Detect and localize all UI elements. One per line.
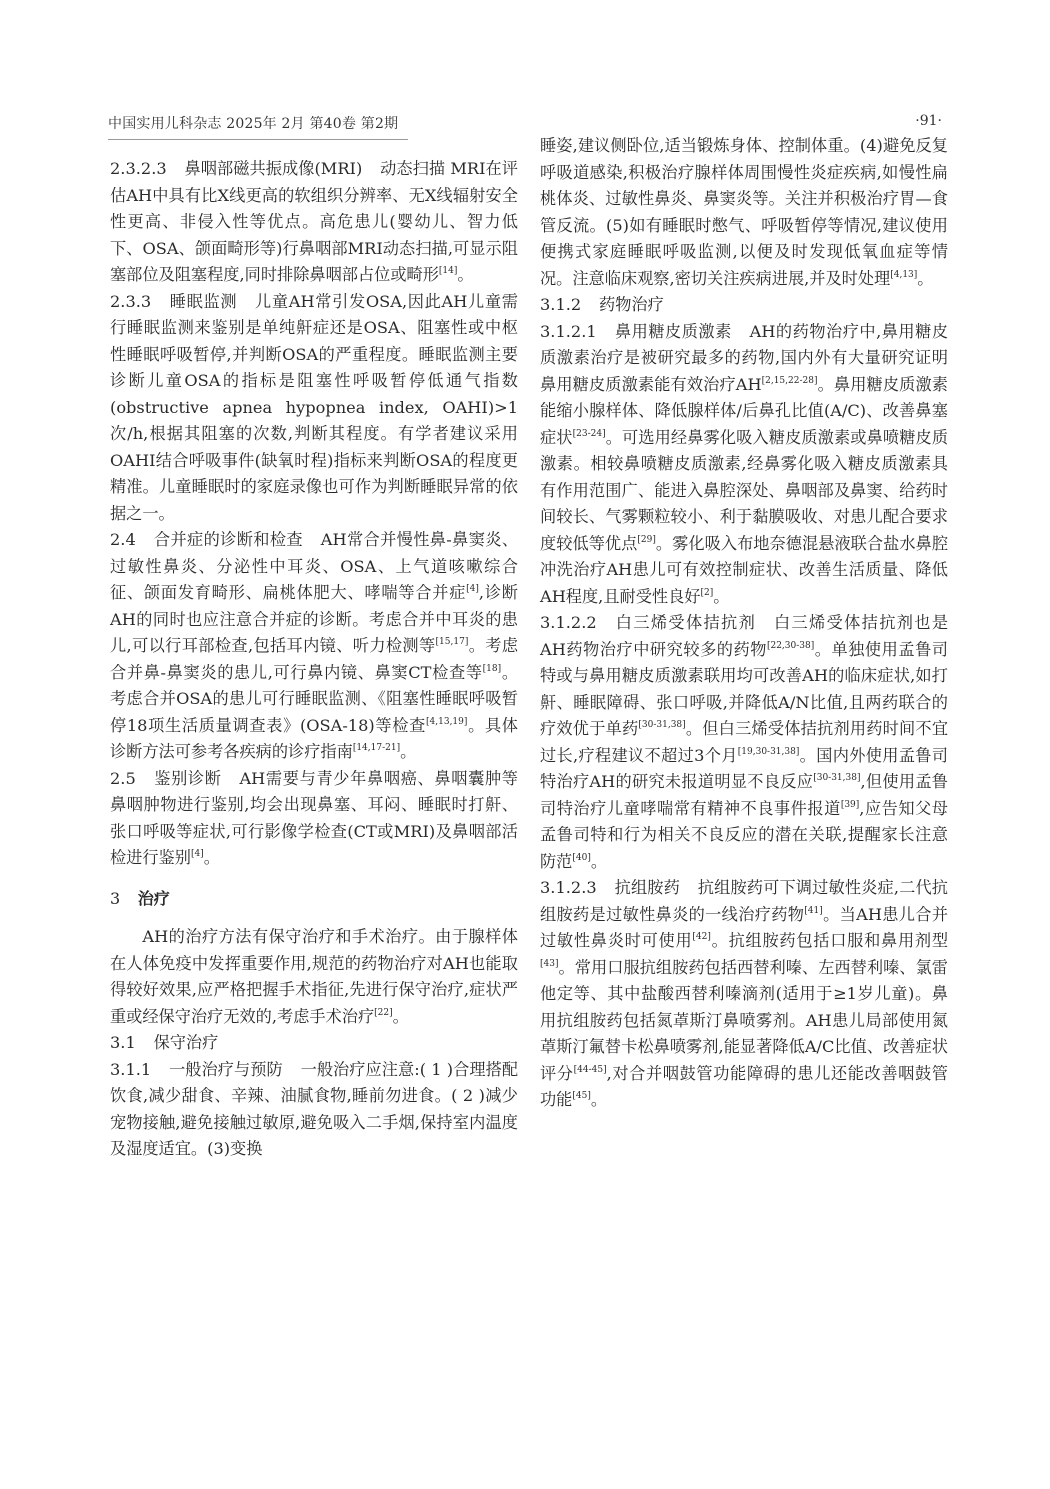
citation-ref: [42] bbox=[692, 932, 711, 942]
segment: 。当AH患儿合并过敏性鼻炎时可使用 bbox=[540, 904, 949, 950]
section-title: 药物治疗 bbox=[599, 295, 664, 314]
segment: 。 bbox=[713, 586, 730, 606]
section-title: 鼻用糖皮质激素 bbox=[614, 321, 732, 341]
segment: AH的药物治疗中,鼻用糖皮质激素治疗是被研究最多的药物,国内外有大量研究证明鼻用糖皮质激素能有效治疗AH bbox=[540, 321, 949, 394]
citation-ref: [44-45] bbox=[573, 1064, 607, 1075]
citation-ref: [40] bbox=[572, 852, 591, 863]
segment: ,诊断AH的同时也应注意合并症的诊断。考虑合并中耳炎的患儿,可以行耳部检查,包括耳内镜、听力检测等 bbox=[110, 583, 518, 655]
section-title: 保守治疗 bbox=[153, 1033, 219, 1052]
section-title: 鉴别诊断 bbox=[153, 768, 222, 788]
punct: 。 bbox=[917, 268, 934, 288]
section-3-1-1-continued bbox=[540, 133, 948, 292]
section-2-3-3 bbox=[110, 289, 518, 528]
citation-ref: [4,13,19] bbox=[426, 716, 468, 727]
section-number: 3.1.2 bbox=[540, 295, 582, 314]
citation-ref: [30-31,38] bbox=[638, 720, 686, 730]
punct: 。 bbox=[392, 1006, 409, 1026]
section-number: 2.3.3 bbox=[110, 291, 152, 311]
segment: 。 bbox=[590, 1090, 608, 1109]
punct: 。 bbox=[457, 265, 474, 284]
section-number: 3.1 bbox=[110, 1033, 136, 1052]
section-number: 2.3.2.3 bbox=[110, 159, 167, 178]
segment: 。考虑合并鼻-鼻窦炎的患儿,可行鼻内镜、鼻窦CT检查等 bbox=[110, 636, 519, 682]
citation-ref: [23-24] bbox=[572, 428, 606, 439]
segment: 。 bbox=[400, 742, 417, 761]
section-number: 3.1.2.3 bbox=[540, 878, 597, 897]
left-column bbox=[110, 156, 518, 1163]
segment: ,对合并咽鼓管功能障碍的患儿还能改善咽鼓管功能 bbox=[540, 1063, 948, 1109]
paragraph-text: 动态扫描 MRI在评估AH中具有比X线更高的软组织分辨率、无X线辐射安全性更高、非侵入性等优点。高危患儿(婴幼儿、智力低下、OSA、颌面畸形等)行鼻咽部MRI动态扫描,可显示阻塞部位及阻塞程度,同时排除鼻咽部占位或畸形 bbox=[110, 159, 518, 284]
citation-ref: [14] bbox=[438, 266, 458, 276]
citation-ref: [39] bbox=[840, 799, 860, 810]
segment: 。考虑合并OSA的患儿可行睡眠监测、《阻塞性睡眠呼吸暂停18项生活质量调查表》(OSA-18)等检查 bbox=[110, 662, 519, 735]
segment: 白三烯受体拮抗剂也是AH药物治疗中研究较多的药物 bbox=[540, 613, 949, 659]
citation-ref: [43] bbox=[540, 958, 559, 969]
section-number: 2.4 bbox=[110, 530, 136, 549]
citation-ref: [2,15,22-28] bbox=[761, 375, 818, 386]
section-3-heading bbox=[110, 886, 518, 913]
segment: 。具体诊断方法可参考各疾病的诊疗指南 bbox=[110, 715, 518, 761]
segment: ,应告知父母孟鲁司特和行为相关不良反应的潜在关联,提醒家长注意防范 bbox=[540, 798, 948, 871]
section-2-5 bbox=[110, 766, 518, 872]
citation-ref: [22] bbox=[374, 1007, 393, 1018]
citation-ref: [4,13] bbox=[890, 269, 918, 280]
section-3-1-2-heading bbox=[540, 292, 948, 319]
paragraph-text: 儿童AH常引发OSA,因此AH儿童需行睡眠监测来鉴别是单纯鼾症还是OSA、阻塞性或中枢性睡眠呼吸暂停,并判断OSA的严重程度。睡眠监测主要诊断儿童OSA的指标是阻塞性呼吸暂停低通气指数(obstructive apnea hypopnea index, OAHI)>1 次/h,根据其阻塞的次数,判断其程度。有学者建议采用OAHI结合呼吸事件(缺氧时程)指标来判断OSA的程度更精准。儿童睡眠时的家庭录像也可作为判断睡眠异常的依据之一。 bbox=[110, 291, 518, 523]
section-3-intro bbox=[110, 924, 518, 1030]
section-3-1-2-2 bbox=[540, 610, 948, 875]
journal-citation: 中国实用儿科杂志 2025年 2月 第40卷 第2期 bbox=[108, 116, 399, 132]
right-column bbox=[540, 133, 948, 1114]
paragraph-text: AH的治疗方法有保守治疗和手术治疗。由于腺样体在人体免疫中发挥重要作用,规范的药物治疗对AH也能取得较好效果,应严格把握手术指征,先进行保守治疗,症状严重或经保守治疗无效的,考虑手术治疗 bbox=[110, 927, 518, 1026]
section-3-1-heading bbox=[110, 1030, 518, 1057]
citation-ref: [4] bbox=[466, 584, 479, 594]
section-2-4 bbox=[110, 527, 518, 766]
section-title: 合并症的诊断和检查 bbox=[153, 530, 303, 549]
segment: ,但使用孟鲁司特治疗儿童哮喘常有精神不良事件报道 bbox=[540, 772, 948, 818]
citation-ref: [30-31,38] bbox=[813, 773, 861, 783]
citation-ref: [4] bbox=[190, 849, 204, 859]
segment: 。鼻用糖皮质激素能缩小腺样体、降低腺样体/后鼻孔比值(A/C)、改善鼻塞症状 bbox=[540, 374, 948, 447]
segment: 。但白三烯受体拮抗剂用药时间不宜过长,疗程建议不超过3个月 bbox=[540, 719, 949, 765]
citation-ref: [14,17-21] bbox=[352, 743, 401, 753]
section-2-3-2-3 bbox=[110, 156, 518, 289]
paragraph-text: 一般治疗应注意:( 1 )合理搭配饮食,减少甜食、辛辣、油腻食物,睡前勿进食。( 2 )减少宠物接触,避免接触过敏原,避免吸入二手烟,保持室内温度及湿度适宜。(3)变换 bbox=[110, 1059, 519, 1158]
section-3-1-1 bbox=[110, 1057, 518, 1163]
segment: 。雾化吸入布地奈德混悬液联合盐水鼻腔冲洗治疗AH患儿可有效控制症状、改善生活质量、降低AH程度,且耐受性良好 bbox=[540, 533, 949, 606]
segment: 。常用口服抗组胺药包括西替利嗪、左西替利嗪、氯雷他定等、其中盐酸西替利嗪滴剂(适用于≥1岁儿童)。鼻用抗组胺药包括氮䓬斯汀鼻喷雾剂。AH患儿局部使用氮䓬斯汀氟替卡松鼻喷雾剂,能显著降低A/C比值、改善症状评分 bbox=[540, 957, 948, 1083]
segment: 。 bbox=[590, 851, 608, 871]
segment: 。可选用经鼻雾化吸入糖皮质激素或鼻喷糖皮质激素。相较鼻喷糖皮质激素,经鼻雾化吸入糖皮质激素具有作用范围广、能进入鼻腔深处、鼻咽部及鼻窦、给药时间较长、气雾颗粒较小、利于黏膜吸收、对患儿配合要求度较低等优点 bbox=[540, 427, 949, 553]
section-3-1-2-1 bbox=[540, 319, 948, 611]
segment: 抗组胺药可下调过敏性炎症,二代抗组胺药是过敏性鼻炎的一线治疗药物 bbox=[540, 878, 948, 924]
segment: 。单独使用孟鲁司特或与鼻用糖皮质激素联用均可改善AH的临床症状,如打鼾、睡眠障碍、张口呼吸,并降低A/N比值,且两药联合的疗效优于单药 bbox=[540, 639, 948, 738]
paragraph-text: 睡姿,建议侧卧位,适当锻炼身体、控制体重。(4)避免反复呼吸道感染,积极治疗腺样体周围慢性炎症疾病,如慢性扁桃体炎、过敏性鼻炎、鼻窦炎等。关注并积极治疗胃—食管反流。(5)如有睡眠时憋气、呼吸暂停等情况,建议使用便携式家庭睡眠呼吸监测,以便及时发现低氧血症等情况。注意临床观察,密切关注疾病进展,并及时处理 bbox=[540, 136, 948, 288]
section-number: 2.5 bbox=[110, 768, 136, 788]
segment: 。国内外使用孟鲁司特治疗AH的研究未报道明显不良反应 bbox=[540, 745, 948, 791]
section-title: 抗组胺药 bbox=[614, 878, 680, 897]
section-number: 3 bbox=[110, 888, 121, 908]
citation-ref: [45] bbox=[572, 1091, 591, 1101]
paragraph-text: AH需要与青少年鼻咽癌、鼻咽囊肿等鼻咽肿物进行鉴别,均会出现鼻塞、耳闷、睡眠时打鼾、张口呼吸等症状,可行影像学检查(CT或MRI)及鼻咽部活检进行鉴别 bbox=[110, 768, 518, 867]
section-title: 白三烯受体拮抗剂 bbox=[614, 613, 757, 632]
header-rule bbox=[108, 139, 408, 140]
section-number: 3.1.2.1 bbox=[540, 321, 597, 341]
section-number: 3.1.1 bbox=[110, 1059, 152, 1079]
citation-ref: [18] bbox=[482, 663, 502, 674]
punct: 。 bbox=[203, 848, 220, 867]
section-title: 睡眠监测 bbox=[169, 291, 238, 311]
citation-ref: [2] bbox=[700, 587, 714, 598]
citation-ref: [19,30-31,38] bbox=[737, 746, 800, 757]
citation-ref: [29] bbox=[637, 534, 656, 545]
section-title: 一般治疗与预防 bbox=[169, 1059, 283, 1079]
section-3-1-2-3 bbox=[540, 875, 948, 1114]
page-number: ·91· bbox=[915, 113, 942, 129]
citation-ref: [15,17] bbox=[435, 637, 469, 647]
segment: 。抗组胺药包括口服和鼻用剂型 bbox=[710, 931, 949, 950]
segment: AH常合并慢性鼻-鼻窦炎、过敏性鼻炎、分泌性中耳炎、OSA、上气道咳嗽综合征、颌面发育畸形、扁桃体肥大、哮喘等合并症 bbox=[110, 530, 519, 602]
citation-ref: [22,30-38] bbox=[766, 640, 815, 651]
citation-ref: [41] bbox=[804, 905, 823, 916]
section-title: 治疗 bbox=[137, 888, 170, 908]
section-title: 鼻咽部磁共振成像(MRI) bbox=[184, 159, 363, 178]
section-number: 3.1.2.2 bbox=[540, 613, 597, 632]
